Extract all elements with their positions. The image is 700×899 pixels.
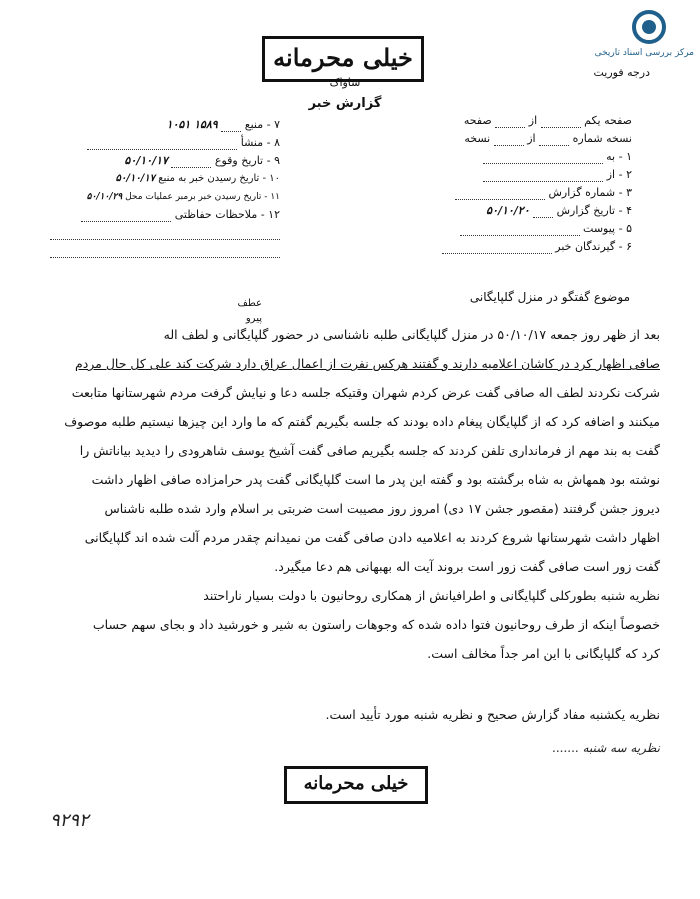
header-field: ۲ - از	[400, 166, 632, 184]
header-field: ۶ - گیرندگان خبر	[400, 238, 632, 256]
header-field: صفحه یکم از صفحه	[463, 114, 632, 127]
archive-logo-icon	[632, 10, 666, 44]
classification-subtitle: ساواک	[329, 76, 361, 89]
header-field: نسخه شماره از نسخه	[464, 132, 632, 145]
body-line: بعد از ظهر روز جمعه ۵۰/۱۰/۱۷ در منزل گلپایگانی طلبه ناشناسی در حضور گلپایگانی و لطف اله	[163, 327, 660, 342]
classification-stamp: خیلی محرمانه	[262, 36, 424, 82]
body-line: شرکت نکردند لطف اله صافی گفت عرض کردم شهران وقتیکه جلسه دعا و نیایش گرفت مردم شهرستانها متابعت	[71, 385, 660, 400]
header-blank-line	[30, 242, 280, 260]
header-right-fields	[400, 112, 632, 256]
header-field: ۳ - شماره گزارش	[400, 184, 632, 202]
reference-label: پیرو	[245, 313, 262, 324]
header-field: ۱۲ - ملاحظات حفاظتی	[30, 206, 280, 224]
handwritten-annotation: نظریه سه شنبه .......	[552, 741, 660, 755]
footer-statement: نظریه یکشنبه مفاد گزارش صحیح و نظریه شنبه مورد تأیید است.	[325, 707, 660, 722]
header-field: ۵ - پیوست	[400, 220, 632, 238]
body-line: گفت زور است صافی گفت زور است بروند آیت اله بهبهانی هم دعا میگیرد.	[274, 559, 660, 574]
body-line: میکنند و اضافه کرد که از گلپایگان پیغام داده بودند که جلسه بگیریم گفتم که ما وارد این چیزها نیستیم طلبه موصوف	[64, 414, 660, 429]
reference-label: عطف	[237, 298, 262, 309]
header-field: ۸ - منشأ	[30, 134, 280, 152]
body-line: صافی اظهار کرد در کاشان اعلامیه دارند و گفتند هرکس نفرت از اعمال عراق دارد شرکت کند علی کل حال مردم	[74, 356, 660, 371]
document-serial-number: ۹۲۹۲	[50, 810, 89, 831]
header-blank-line	[30, 224, 280, 242]
subject-line: موضوع گفتگو در منزل گلپایگانی	[469, 290, 630, 304]
body-line: گفت به بند مهم از فرمانداری تلفن کردند که جلسه بگیریم صافی گفت آشیخ یوسف شاهرودی را دیدید بیاناتش را	[79, 443, 660, 458]
header-field: ۱۰ - تاریخ رسیدن خبر به منبع ۵۰/۱۰/۱۷	[115, 173, 280, 184]
report-body	[40, 320, 660, 668]
body-line: نوشته بود همهاش به شاه برگشته بود و گفته این پدر ما است گلپایگانی گفت پدر حرامزاده صافی اظهار داشت	[91, 472, 660, 487]
archive-logo-text: مرکز بررسی اسناد تاریخی	[594, 48, 694, 58]
header-field: ۷ - منبع ۱۵۸۹ ۱۰۵۱	[166, 118, 280, 131]
header-field: ۴ - تاریخ گزارش ۵۰/۱۰/۲۰	[486, 204, 632, 217]
header-left-fields	[30, 116, 280, 260]
urgency-label: درجه فوریت	[593, 66, 650, 79]
body-line: دیروز جشن گرفتند (مقصور جشن ۱۷ دی) امروز روز مصیبت است ضربتی بر اسلام وارد شده طلبه ناشناس	[104, 501, 660, 516]
body-line: اظهار داشت شهرستانها شروع کردند به اعلامیه دادن صافی گفت من نمیدانم چقدر مردم آلت شده اند گلپایگانی	[84, 530, 660, 545]
margin-handwritten-note	[626, 104, 686, 344]
body-line: خصوصاً اینکه از طرف روحانیون فتوا داده شده که وجوهات راستون به شیر و خورشید داد و بجای سهم حساب	[92, 617, 660, 632]
classification-stamp-bottom: خیلی محرمانه	[284, 766, 428, 804]
body-line: کرد که گلپایگانی با این امر جداً مخالف است.	[427, 646, 660, 661]
report-type: گزارش خبر	[308, 96, 382, 111]
header-field: ۹ - تاریخ وقوع ۵۰/۱۰/۱۷	[124, 154, 280, 167]
archive-logo	[594, 10, 694, 58]
body-line: نظریه شنبه بطورکلی گلپایگانی و اطرافیانش از همکاری روحانیون با دولت بسیار ناراحتند	[203, 588, 660, 603]
header-field: ۱۱ - تاریخ رسیدن خبر برمبر عملیات محل ۵۰/۱۰/۲۹	[86, 192, 280, 202]
header-field: ۱ - به	[400, 148, 632, 166]
